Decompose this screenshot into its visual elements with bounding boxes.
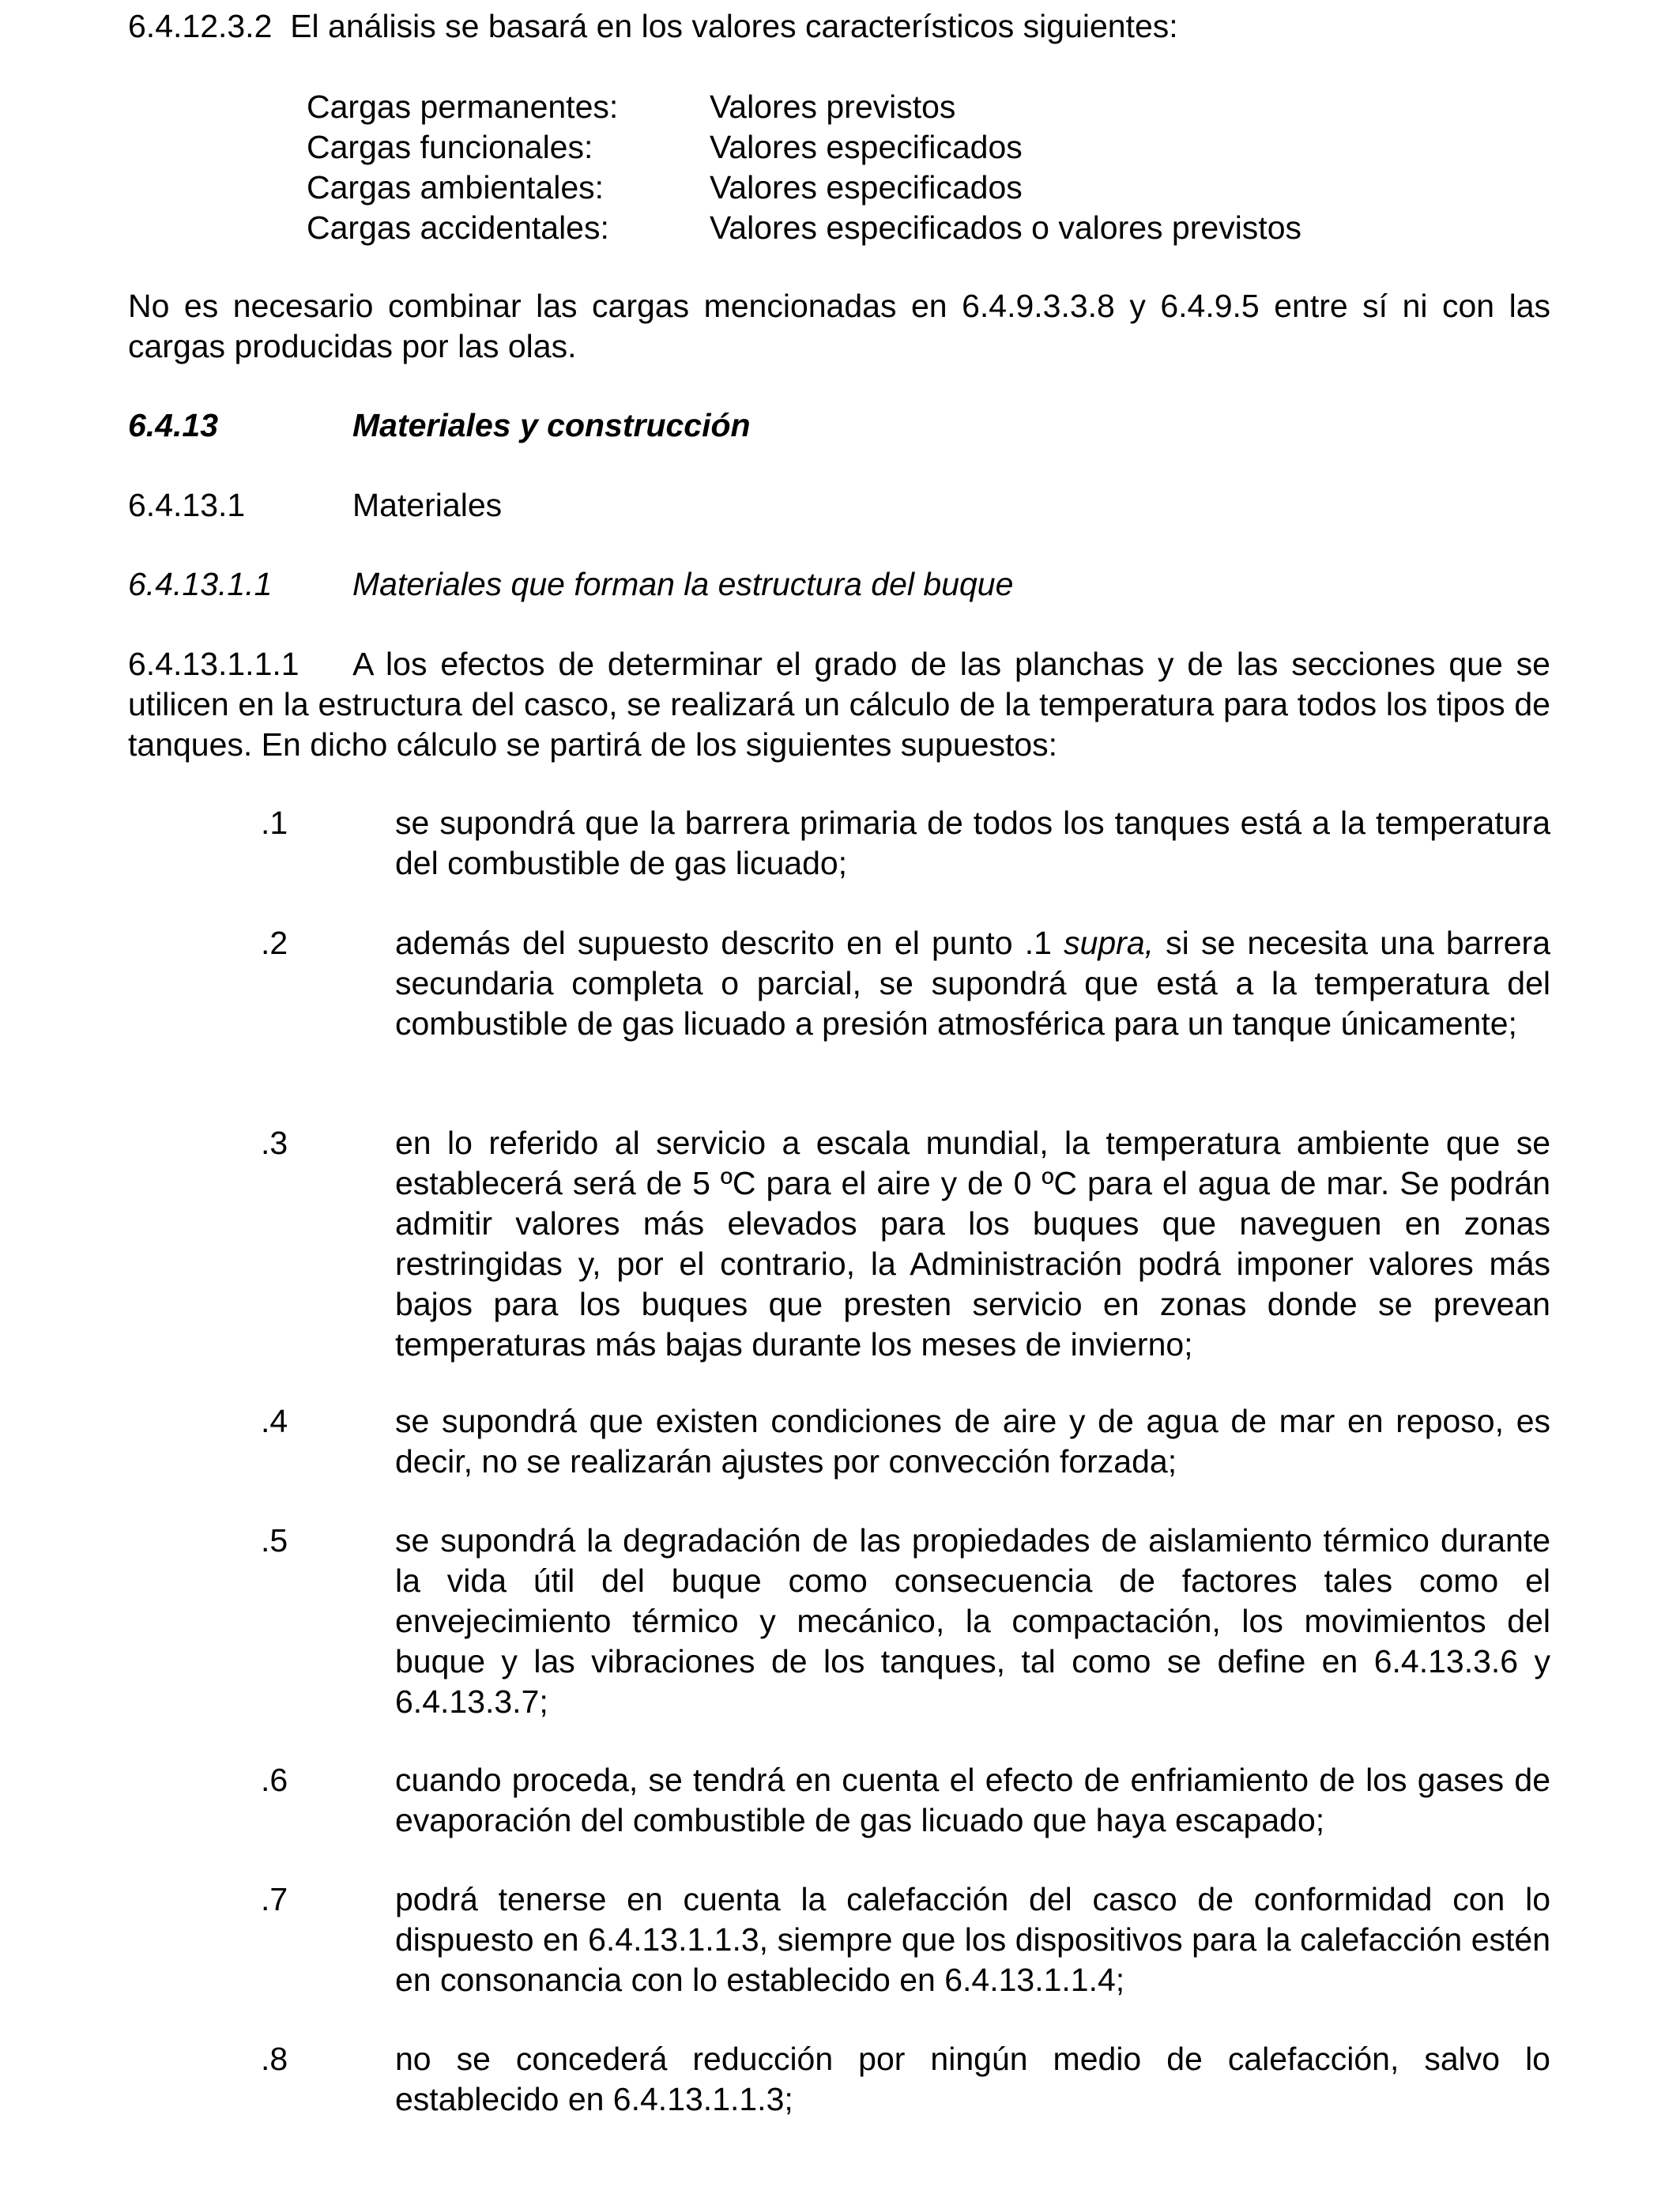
item-text: se supondrá la degradación de las propiedades de aislamiento térmico durante la vida útil del buque como consecuencia de factores tales como el envejecimiento térmico y mecánico, la compactación, los movimientos del buque y las vibraciones de los tanques, tal como se define en 6.4.13.3.6 y 6.4.13.3.7; (395, 1522, 1550, 1720)
section-heading-6-4-13 (128, 405, 751, 446)
paragraph-load-combination: No es necesario combinar las cargas mencionadas en 6.4.9.3.3.8 y 6.4.9.5 entre sí ni con las cargas producidas por las olas. (128, 288, 1550, 364)
load-value: Valores especificados o valores previstos (710, 209, 1301, 246)
item-text: no se concederá reducción por ningún medio de calefacción, salvo lo establecido en 6.4.13.1.1.3; (395, 2041, 1550, 2117)
load-label: Cargas ambientales: (307, 169, 605, 205)
list-item (128, 1123, 1550, 1365)
paragraph-6-4-12-3-2 (128, 6, 1550, 47)
list-item (128, 923, 1550, 1044)
section-heading-6-4-13-1-1 (128, 564, 1013, 605)
paragraph-text: A los efectos de determinar el grado de las planchas y de las secciones que se utilicen en la estructura del casco, se realizará un cálculo de la temperatura para todos los tipos de tanques. En dicho cálculo se partirá de los siguientes supuestos: (128, 646, 1550, 763)
paragraph-text: El análisis se basará en los valores característicos siguientes: (290, 8, 1178, 44)
item-number: .2 (261, 925, 288, 961)
section-title: Materiales y construcción (352, 407, 751, 443)
item-text: se supondrá que la barrera primaria de todos los tanques está a la temperatura del combustible de gas licuado; (395, 805, 1550, 881)
item-text: podrá tenerse en cuenta la calefacción del casco de conformidad con lo dispuesto en 6.4.13.1.1.3, siempre que los dispositivos para la calefacción estén en consonancia con lo establecido en 6.4.13.1.1.4; (395, 1881, 1550, 1998)
paragraph-number: 6.4.13.1.1.1 (128, 646, 299, 682)
item-number: .7 (261, 1881, 288, 1917)
load-value: Valores especificados (710, 129, 1023, 165)
item-text-part: además del supuesto descrito en el punto .1 (395, 925, 1064, 961)
list-item (128, 1879, 1550, 2000)
item-number: .6 (261, 1762, 288, 1798)
section-number: 6.4.13.1 (128, 487, 246, 523)
section-number: 6.4.13 (128, 407, 218, 443)
item-text: se supondrá que existen condiciones de aire y de agua de mar en reposo, es decir, no se realizarán ajustes por convección forzada; (395, 1403, 1550, 1480)
item-number: .3 (261, 1125, 288, 1161)
item-text: cuando proceda, se tendrá en cuenta el efecto de enfriamiento de los gases de evaporación del combustible de gas licuado que haya escapado; (395, 1762, 1550, 1838)
load-label: Cargas accidentales: (307, 209, 609, 246)
section-title: Materiales que forman la estructura del buque (352, 566, 1014, 602)
item-number: .1 (261, 805, 288, 841)
item-text-part: si se necesita una barrera secundaria completa o parcial, se supondrá que está a la temperatura del combustible de gas licuado a presión atmosférica para un tanque únicamente; (395, 925, 1550, 1042)
load-value: Valores especificados (710, 169, 1023, 205)
item-number: .4 (261, 1403, 288, 1439)
load-label: Cargas permanentes: (307, 89, 619, 125)
paragraph-6-4-13-1-1-1 (128, 644, 1550, 765)
loads-table (307, 87, 1421, 248)
list-item (128, 1521, 1550, 1722)
load-value: Valores previstos (710, 89, 956, 125)
section-title: Materiales (352, 487, 503, 523)
list-item (128, 1760, 1550, 1841)
section-heading-6-4-13-1 (128, 485, 502, 526)
item-number: .8 (261, 2041, 288, 2077)
item-text (395, 923, 1550, 1044)
list-item (128, 2039, 1550, 2120)
item-text: en lo referido al servicio a escala mundial, la temperatura ambiente que se establecerá será de 5 ºC para el aire y de 0 ºC para el agua de mar. Se podrán admitir valores más elevados para los buques que naveguen en zonas restringidas y, por el contrario, la Administración podrá imponer valores más bajos para los buques que presten servicio en zonas donde se prevean temperaturas más bajas durante los meses de invierno; (395, 1125, 1550, 1363)
section-number: 6.4.13.1.1 (128, 566, 273, 602)
list-item (128, 1401, 1550, 1482)
load-label: Cargas funcionales: (307, 129, 593, 165)
item-text-italic: supra, (1064, 925, 1155, 961)
list-item (128, 803, 1550, 884)
item-number: .5 (261, 1522, 288, 1559)
paragraph-number: 6.4.12.3.2 (128, 8, 273, 44)
